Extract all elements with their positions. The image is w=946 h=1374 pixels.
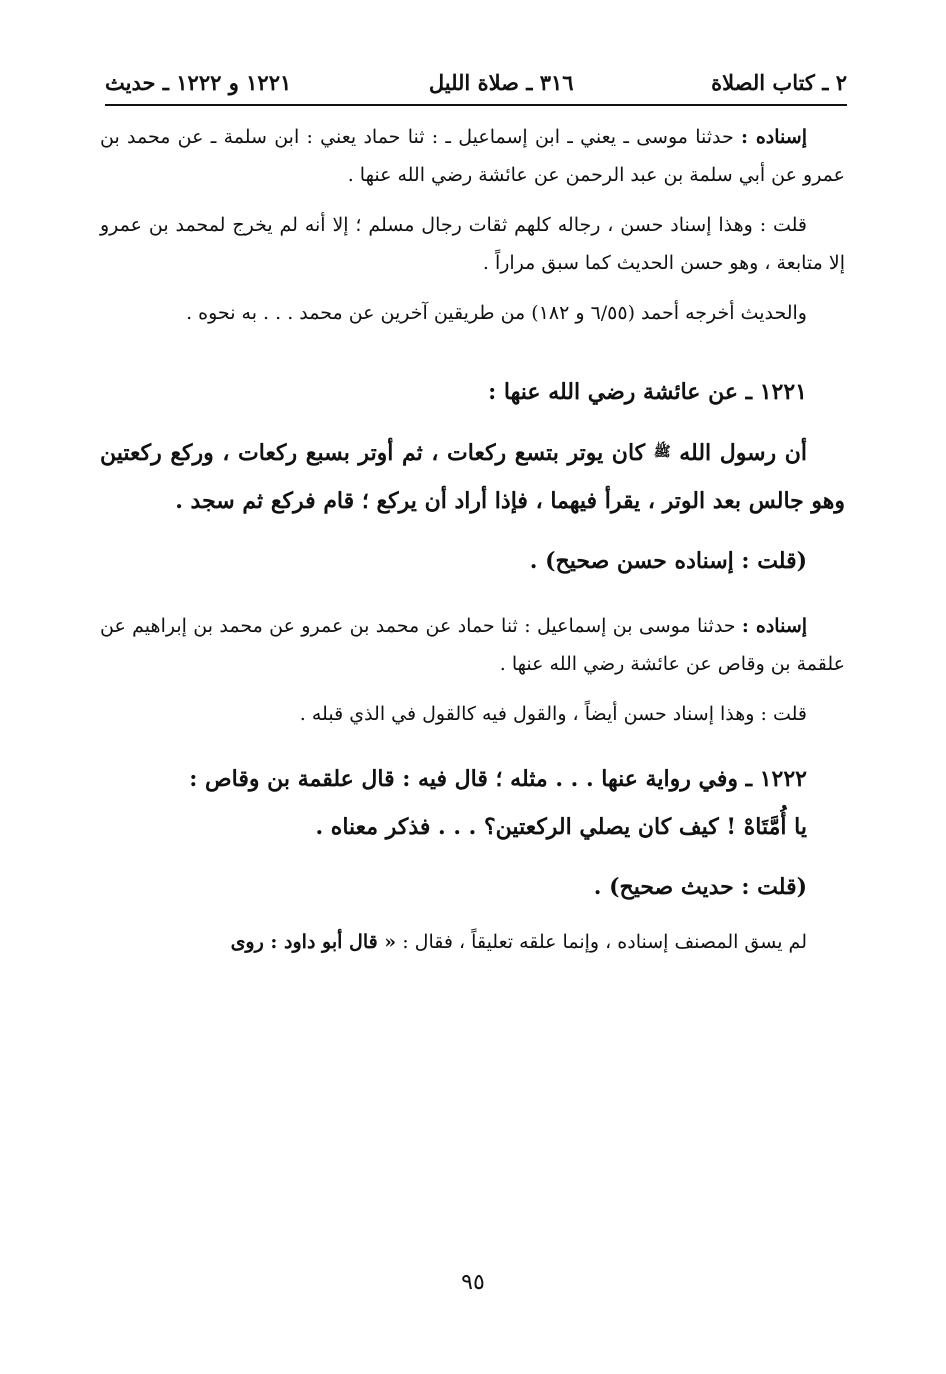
note-quote: « قال أبو داود : روى (230, 931, 397, 953)
running-header (105, 62, 847, 102)
comment-text: وهذا إسناد حسن ، رجاله كلهم ثقات رجال مسلم ؛ إلا أنه لم يخرج لمحمد بن عمرو إلا متابعة ، وهو حسن الحديث كما سبق مراراً . (100, 214, 845, 274)
hadith-1221-heading: ١٢٢١ ـ عن عائشة رضي الله عنها : (488, 379, 807, 405)
header-book-title: ٢ ـ كتاب الصلاة (711, 69, 847, 95)
comment-label: قلت : (759, 214, 807, 236)
hadith-1221-part2: كان يوتر بتسع ركعات ، ثم أوتر بسبع ركعات ، وركع ركعتين وهو جالس بعد الوتر ، يقرأ فيهما ، فإذا أراد أن يركع ؛ قام فركع ثم سجد . (100, 440, 845, 514)
isnad-paragraph-2 (100, 607, 845, 683)
salutation-glyph: ﷺ (653, 444, 671, 460)
hadith-1222-verdict: (قلت : حديث صحيح) . (593, 874, 807, 900)
comment-paragraph-2 (100, 695, 845, 733)
isnad-text: حدثنا موسى بن إسماعيل : ثنا حماد عن محمد بن عمرو عن محمد بن إبراهيم عن علقمة بن وقاص عن عائشة رضي الله عنها . (100, 615, 845, 675)
page-body (100, 118, 845, 961)
isnad-label: إسناده : (741, 615, 808, 637)
note-text: لم يسق المصنف إسناده ، وإنما علقه تعليقاً ، فقال : (402, 931, 807, 953)
isnad-paragraph-1 (100, 118, 845, 194)
hadith-1221-text (100, 428, 845, 525)
comment-label: قلت : (760, 703, 807, 725)
isnad-label: إسناده : (741, 126, 807, 148)
hadith-1221-part1: أن رسول الله (679, 440, 807, 466)
isnad-text: حدثنا موسى ـ يعني ـ ابن إسماعيل ـ : ثنا حماد يعني : ابن سلمة ـ عن محمد بن عمرو عن أبي سلمة بن عبد الرحمن عن عائشة رضي الله عنها . (100, 126, 845, 186)
header-hadith-range: ١٢٢١ و ١٢٢٢ ـ حديث (105, 69, 292, 95)
comment-text: وهذا إسناد حسن أيضاً ، والقول فيه كالقول في الذي قبله . (299, 703, 755, 725)
note-paragraph (100, 923, 845, 961)
header-chapter-title: ٣١٦ ـ صلاة الليل (428, 69, 574, 95)
header-rule (105, 104, 847, 106)
hadith-1222-text: يا أُمَّتَاهْ ! كيف كان يصلي الركعتين؟ . . . فذكر معناه . (315, 814, 807, 840)
hadith-1222-heading: ١٢٢٢ ـ وفي رواية عنها . . . مثله ؛ قال فيه : قال علقمة بن وقاص : (189, 766, 807, 792)
takhrij-paragraph: والحديث أخرجه أحمد (٦/٥٥ و ١٨٢) من طريقين آخرين عن محمد . . . به نحوه . (186, 302, 807, 324)
comment-paragraph-1 (100, 206, 845, 282)
hadith-1221-verdict: (قلت : إسناده حسن صحيح) . (529, 548, 807, 574)
page-number: ٩٥ (461, 1270, 485, 1295)
